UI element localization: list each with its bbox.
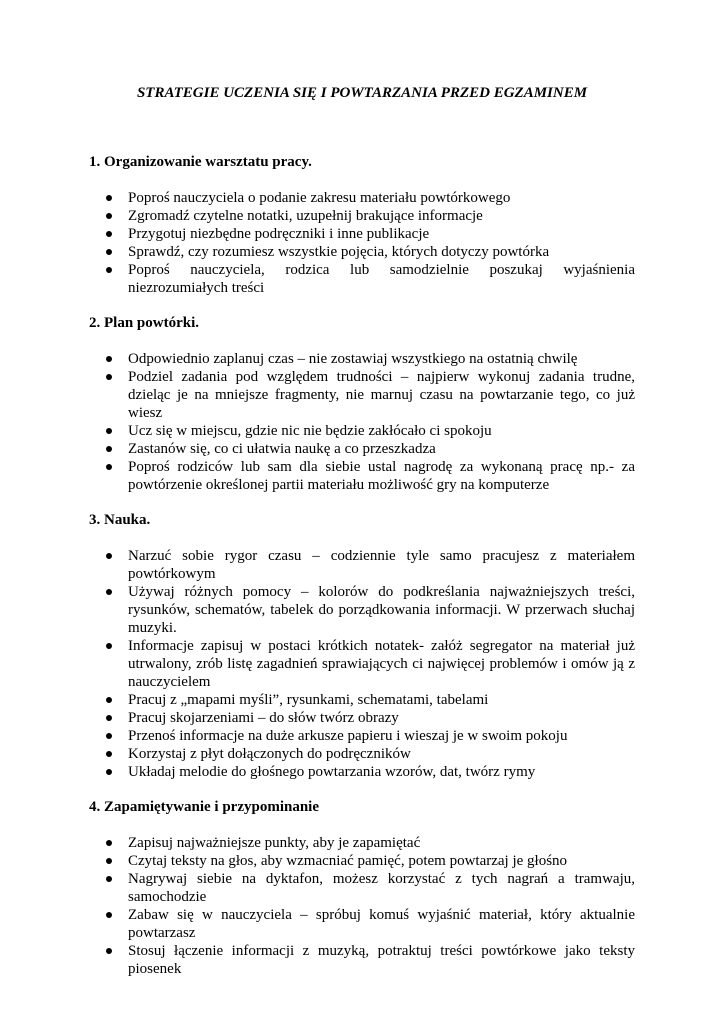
list-item (89, 583, 635, 637)
bullet-icon (106, 751, 112, 757)
list-item (89, 870, 635, 906)
list-item-text: Stosuj łączenie informacji z muzyką, potraktuj treści powtórkowe jako teksty piosenek (128, 943, 635, 977)
list-item-text: Poproś nauczyciela o podanie zakresu materiału powtórkowego (128, 190, 511, 206)
bullet-icon (106, 374, 112, 380)
bullet-icon (106, 267, 112, 273)
list-item (89, 440, 635, 458)
list-item (89, 422, 635, 440)
bullet-icon (106, 195, 112, 201)
list-item-text: Używaj różnych pomocy – kolorów do podkreślania najważniejszych treści, rysunków, schematów, tabelek do porządkowania informacji. W przerwach słuchaj muzyki. (128, 584, 635, 636)
list-item (89, 350, 635, 368)
list-item (89, 547, 635, 583)
list-item-text: Narzuć sobie rygor czasu – codziennie tyle samo pracujesz z materiałem powtórkowym (128, 548, 635, 582)
list-item (89, 243, 635, 261)
list-item-text: Poproś rodziców lub sam dla siebie ustal nagrodę za wykonaną pracę np.- za powtórzenie określonej partii materiału możliwość gry na komputerze (128, 459, 635, 493)
bullet-list (89, 834, 635, 978)
list-item-text: Poproś nauczyciela, rodzica lub samodzielnie poszukaj wyjaśnienia niezrozumiałych treści (128, 262, 635, 296)
bullet-list (89, 350, 635, 494)
bullet-icon (106, 356, 112, 362)
bullet-icon (106, 948, 112, 954)
list-item (89, 207, 635, 225)
list-item-text: Nagrywaj siebie na dyktafon, możesz korzystać z tych nagrań a tramwaju, samochodzie (128, 871, 635, 905)
section-heading: 3. Nauka. (89, 512, 151, 528)
list-item (89, 368, 635, 422)
bullet-icon (106, 249, 112, 255)
list-item-text: Czytaj teksty na głos, aby wzmacniać pamięć, potem powtarzaj je głośno (128, 853, 568, 869)
bullet-icon (106, 912, 112, 918)
section-heading: 2. Plan powtórki. (89, 315, 200, 331)
section-plan-powtorki (89, 314, 635, 494)
list-item (89, 709, 635, 727)
bullet-icon (106, 769, 112, 775)
list-item (89, 906, 635, 942)
list-item-text: Podziel zadania pod względem trudności – najpierw wykonuj zadania trudne, dzieląc je na mniejsze fragmenty, nie marnuj czasu na powtarzanie tego, co już wiesz (128, 369, 635, 421)
list-item-text: Zabaw się w nauczyciela – spróbuj komuś wyjaśnić materiał, który aktualnie powtarzasz (128, 907, 635, 941)
bullet-list (89, 547, 635, 781)
bullet-icon (106, 840, 112, 846)
bullet-icon (106, 231, 112, 237)
list-item (89, 691, 635, 709)
list-item (89, 261, 635, 297)
bullet-icon (106, 733, 112, 739)
section-zapamietywanie (89, 798, 635, 978)
list-item-text: Ucz się w miejscu, gdzie nic nie będzie zakłócało ci spokoju (128, 423, 492, 439)
list-item (89, 852, 635, 870)
list-item (89, 834, 635, 852)
list-item (89, 458, 635, 494)
document-body (89, 153, 635, 978)
bullet-icon (106, 464, 112, 470)
bullet-icon (106, 213, 112, 219)
list-item-text: Pracuj skojarzeniami – do słów twórz obrazy (128, 710, 399, 726)
bullet-icon (106, 643, 112, 649)
list-item-text: Korzystaj z płyt dołączonych do podręczników (128, 746, 411, 762)
list-item-text: Układaj melodie do głośnego powtarzania wzorów, dat, twórz rymy (128, 764, 536, 780)
list-item-text: Zgromadź czytelne notatki, uzupełnij brakujące informacje (128, 208, 483, 224)
list-item-text: Zastanów się, co ci ułatwia naukę a co przeszkadza (128, 441, 436, 457)
section-organizowanie (89, 153, 635, 297)
list-item (89, 637, 635, 691)
list-item (89, 189, 635, 207)
list-item (89, 942, 635, 978)
bullet-icon (106, 715, 112, 721)
bullet-icon (106, 446, 112, 452)
list-item-text: Sprawdź, czy rozumiesz wszystkie pojęcia, których dotyczy powtórka (128, 244, 550, 260)
list-item-text: Pracuj z „mapami myśli”, rysunkami, schematami, tabelami (128, 692, 489, 708)
section-heading: 4. Zapamiętywanie i przypominanie (89, 799, 320, 815)
bullet-icon (106, 428, 112, 434)
list-item-text: Odpowiednio zaplanuj czas – nie zostawiaj wszystkiego na ostatnią chwilę (128, 351, 578, 367)
list-item-text: Przenoś informacje na duże arkusze papieru i wieszaj je w swoim pokoju (128, 728, 568, 744)
bullet-icon (106, 876, 112, 882)
list-item-text: Przygotuj niezbędne podręczniki i inne publikacje (128, 226, 430, 242)
list-item (89, 225, 635, 243)
list-item (89, 745, 635, 763)
bullet-icon (106, 858, 112, 864)
list-item (89, 727, 635, 745)
bullet-list (89, 189, 635, 297)
list-item-text: Zapisuj najważniejsze punkty, aby je zapamiętać (128, 835, 421, 851)
list-item-text: Informacje zapisuj w postaci krótkich notatek- załóż segregator na materiał już utrwalony, zrób listę zagadnień sprawiających ci najwięcej problemów i omów ją z nauczycielem (128, 638, 635, 690)
document-title: STRATEGIE UCZENIA SIĘ I POWTARZANIA PRZED EGZAMINEM (136, 85, 588, 101)
bullet-icon (106, 589, 112, 595)
list-item (89, 763, 635, 781)
bullet-icon (106, 553, 112, 559)
section-heading: 1. Organizowanie warsztatu pracy. (89, 154, 312, 170)
bullet-icon (106, 697, 112, 703)
section-nauka (89, 511, 635, 781)
